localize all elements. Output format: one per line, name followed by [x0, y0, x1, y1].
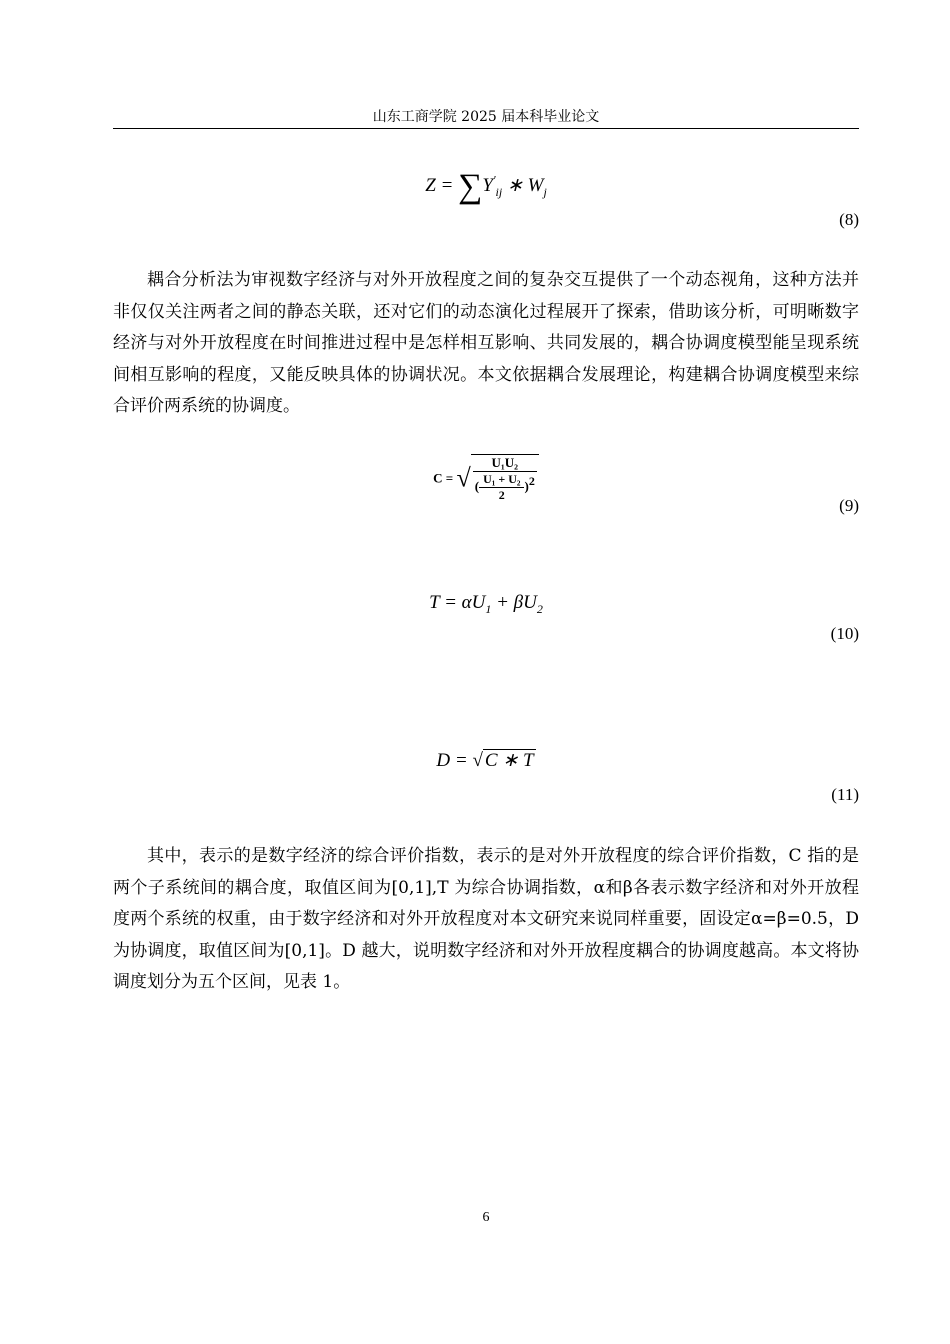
eq11-radical-icon: √ — [472, 750, 483, 771]
equation-9 — [113, 454, 859, 503]
eq9-denominator: ( $\frac{\text{U₁ + U₂}}{2}$ )$^2$ — [474, 472, 535, 502]
eq8-y-subscript: ij — [495, 184, 503, 199]
equation-11 — [113, 749, 859, 772]
eq9-lhs: C = — [433, 470, 454, 486]
equation-10 — [113, 592, 859, 617]
eq11-lhs: D = — [436, 750, 473, 771]
header-rule — [113, 128, 859, 129]
eq9-radicand — [471, 454, 539, 503]
eq9-power: 2 — [528, 474, 535, 489]
equation-11-number: (11) — [831, 785, 859, 804]
eq10-sub2: 2 — [536, 601, 543, 616]
eq11-radicand: C ∗ T — [484, 750, 534, 771]
eq8-y: Y — [482, 175, 493, 196]
eq9-inner-numerator: U₁ + U₂ — [479, 472, 524, 488]
paragraph-intro: 耦合分析法为审视数字经济与对外开放程度之间的复杂交互提供了一个动态视角，这种方法并非仅仅关注两者之间的静态关联，还对它们的动态演化过程展开了探索，借助该分析，可明晰数字经济与对外开放程度在时间推进过程中是怎样相互影响、共同发展的，耦合协调度模型能呈现系统间相互影响的程度，又能反映具体的协调状况。本文依据耦合发展理论，构建耦合协调度模型来综合评价两系统的协调度。 — [113, 270, 859, 417]
eq8-sum-symbol: ∑ — [458, 168, 483, 205]
equation-9-number: (9) — [839, 496, 859, 515]
eq9-radical-icon: √ — [456, 463, 471, 493]
paragraph-explanation: 其中，表示的是数字经济的综合评价指数，表示的是对外开放程度的综合评价指数，C 指的是两个子系统间的耦合度，取值区间为[0,1],T 为综合协调指数，α和β各表示数字经济和对外开放程度两个系统的权重，由于数字经济和对外开放程度对本文研究来说同样重要，固设定α=β=0.5，D 为协调度，取值区间为[0,1]。D 越大，说明数字经济和对外开放程度耦合的协调度越高。本文将协调度划分为五个区间，见表 1。 — [113, 846, 859, 993]
equation-8 — [113, 168, 859, 206]
eq10-sub1: 1 — [485, 601, 492, 616]
eq9-inner-denominator: 2 — [498, 488, 505, 502]
equation-8-number: (8) — [839, 210, 859, 229]
page-number: 6 — [482, 1210, 490, 1225]
eq8-lhs: Z — [425, 175, 436, 196]
eq8-y-prime: ' — [492, 172, 496, 187]
eq8-equals: = — [440, 175, 454, 196]
eq10-left: T = αU — [429, 592, 486, 613]
eq10-mid: + βU — [491, 592, 537, 613]
eq8-w: W — [527, 175, 544, 196]
page-header: 山东工商学院 2025 届本科毕业论文 — [372, 109, 600, 125]
eq8-times: ∗ — [506, 175, 523, 196]
eq8-w-subscript: j — [543, 184, 547, 199]
eq9-numerator: U₁U₂ — [473, 455, 537, 472]
equation-10-number: (10) — [830, 624, 859, 643]
